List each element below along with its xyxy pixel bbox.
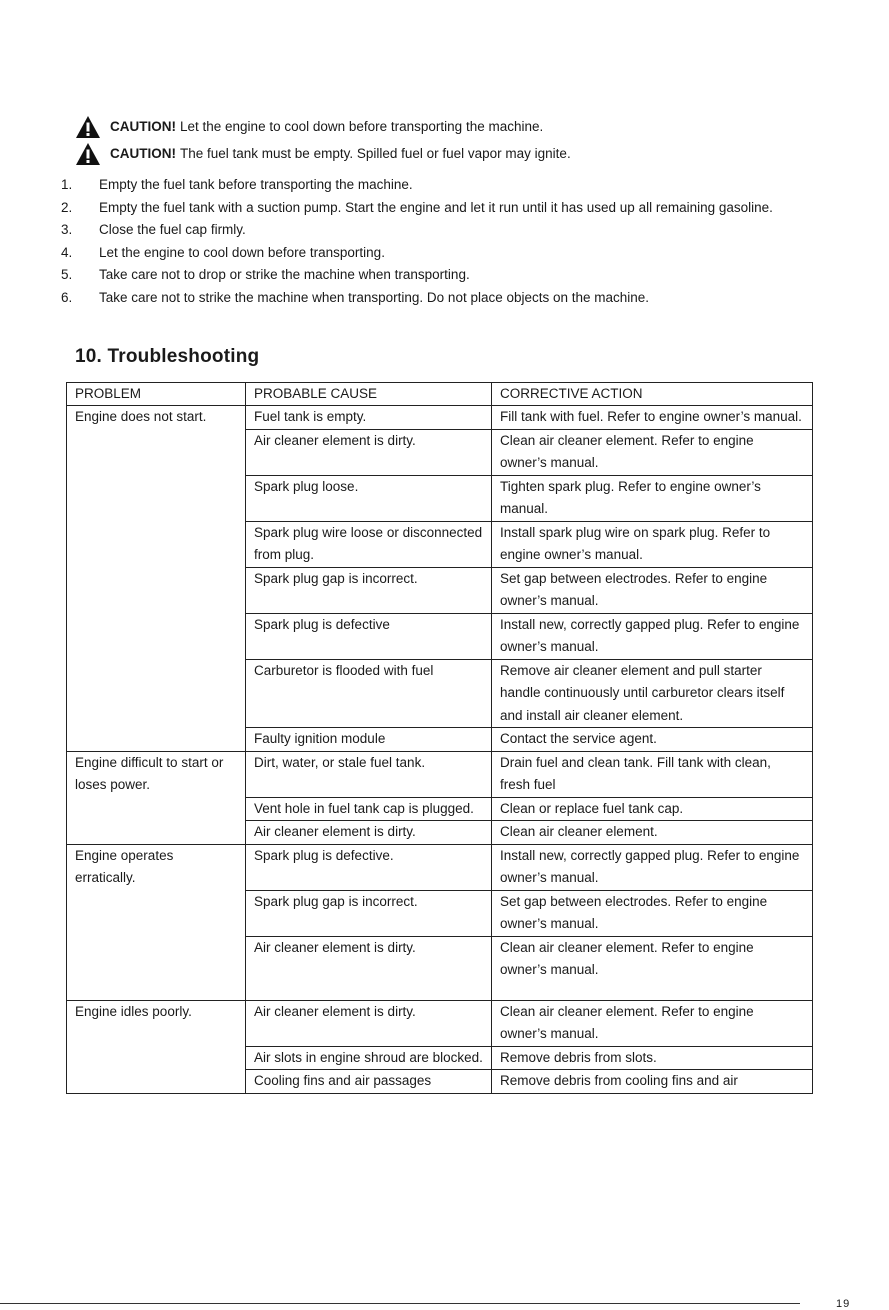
action-cell: Contact the service agent. xyxy=(492,728,813,752)
action-cell: Install spark plug wire on spark plug. Refer to engine owner’s manual. xyxy=(492,521,813,567)
action-cell: Remove debris from slots. xyxy=(492,1046,813,1070)
table-row xyxy=(67,1000,813,1046)
caution-notice xyxy=(75,115,543,139)
cause-cell: Faulty ignition module xyxy=(246,728,492,752)
step-number: 4. xyxy=(61,244,73,260)
cause-cell: Spark plug is defective xyxy=(246,613,492,659)
cause-cell: Air slots in engine shroud are blocked. xyxy=(246,1046,492,1070)
cause-cell: Spark plug is defective. xyxy=(246,844,492,890)
list-item xyxy=(58,197,818,220)
step-number: 3. xyxy=(61,222,73,237)
step-number: 1. xyxy=(61,177,73,192)
caution-text: Let the engine to cool down before transporting the machine. xyxy=(180,119,544,134)
cause-cell: Spark plug wire loose or disconnected from plug. xyxy=(246,521,492,567)
cause-cell: Air cleaner element is dirty. xyxy=(246,821,492,845)
cause-cell: Air cleaner element is dirty. xyxy=(246,1000,492,1046)
action-cell: Clean air cleaner element. Refer to engine owner’s manual. xyxy=(492,429,813,475)
problem-cell: Engine idles poorly. xyxy=(67,1000,246,1093)
cause-cell: Spark plug gap is incorrect. xyxy=(246,567,492,613)
footer-rule xyxy=(0,1303,800,1304)
warning-triangle-icon xyxy=(75,142,101,166)
cause-cell: Vent hole in fuel tank cap is plugged. xyxy=(246,797,492,821)
cause-cell: Air cleaner element is dirty. xyxy=(246,936,492,1000)
cause-cell: Air cleaner element is dirty. xyxy=(246,429,492,475)
step-number: 2. xyxy=(61,199,73,215)
section-title: 10. Troubleshooting xyxy=(75,346,260,367)
list-item xyxy=(58,174,818,197)
cause-cell: Cooling fins and air passages xyxy=(246,1070,492,1094)
action-cell: Clean or replace fuel tank cap. xyxy=(492,797,813,821)
caution-label: CAUTION! xyxy=(110,146,176,161)
problem-cell: Engine difficult to start or loses power. xyxy=(67,751,246,844)
step-number: 5. xyxy=(61,267,73,282)
action-cell: Set gap between electrodes. Refer to engine owner’s manual. xyxy=(492,567,813,613)
action-cell: Install new, correctly gapped plug. Refer to engine owner’s manual. xyxy=(492,613,813,659)
action-cell: Set gap between electrodes. Refer to engine owner’s manual. xyxy=(492,890,813,936)
header-probable-cause: PROBABLE CAUSE xyxy=(246,383,492,406)
action-cell: Clean air cleaner element. Refer to engine owner’s manual. xyxy=(492,1000,813,1046)
action-cell: Drain fuel and clean tank. Fill tank with clean, fresh fuel xyxy=(492,751,813,797)
transport-steps-list xyxy=(58,174,818,309)
step-text: Let the engine to cool down before transporting. xyxy=(99,244,385,260)
action-cell: Fill tank with fuel. Refer to engine owner’s manual. xyxy=(492,406,813,430)
cause-cell: Carburetor is flooded with fuel xyxy=(246,659,492,728)
cause-cell: Dirt, water, or stale fuel tank. xyxy=(246,751,492,797)
caution-notice xyxy=(75,142,571,166)
list-item xyxy=(58,287,818,310)
problem-cell: Engine does not start. xyxy=(67,406,246,752)
table-row xyxy=(67,751,813,797)
cause-cell: Spark plug loose. xyxy=(246,475,492,521)
header-problem: PROBLEM xyxy=(67,383,246,406)
step-text: Empty the fuel tank before transporting the machine. xyxy=(99,177,413,192)
list-item xyxy=(58,242,818,265)
action-cell: Clean air cleaner element. xyxy=(492,821,813,845)
step-number: 6. xyxy=(61,289,73,305)
list-item xyxy=(58,219,818,242)
problem-cell: Engine operates erratically. xyxy=(67,844,246,1000)
action-cell: Clean air cleaner element. Refer to engine owner’s manual. xyxy=(492,936,813,1000)
action-cell: Remove debris from cooling fins and air xyxy=(492,1070,813,1094)
warning-triangle-icon xyxy=(75,115,101,139)
page-number: 19 xyxy=(836,1298,851,1310)
list-item xyxy=(58,264,818,287)
step-text: Empty the fuel tank with a suction pump. Start the engine and let it run until it has used up all remaining gasoline. xyxy=(99,199,773,215)
table-header-row xyxy=(67,383,813,406)
caution-text: The fuel tank must be empty. Spilled fuel or fuel vapor may ignite. xyxy=(180,146,571,161)
caution-label: CAUTION! xyxy=(110,119,176,134)
action-cell: Remove air cleaner element and pull starter handle continuously until carburetor clears itself and install air cleaner element. xyxy=(492,659,813,728)
step-text: Take care not to strike the machine when transporting. Do not place objects on the machine. xyxy=(99,289,650,305)
cause-cell: Spark plug gap is incorrect. xyxy=(246,890,492,936)
action-cell: Tighten spark plug. Refer to engine owner’s manual. xyxy=(492,475,813,521)
cause-cell: Fuel tank is empty. xyxy=(246,406,492,430)
header-corrective-action: CORRECTIVE ACTION xyxy=(492,383,813,406)
troubleshooting-table xyxy=(66,382,813,1094)
step-text: Take care not to drop or strike the machine when transporting. xyxy=(99,267,470,282)
table-row xyxy=(67,406,813,430)
action-cell: Install new, correctly gapped plug. Refer to engine owner’s manual. xyxy=(492,844,813,890)
table-row xyxy=(67,844,813,890)
step-text: Close the fuel cap firmly. xyxy=(99,222,246,237)
